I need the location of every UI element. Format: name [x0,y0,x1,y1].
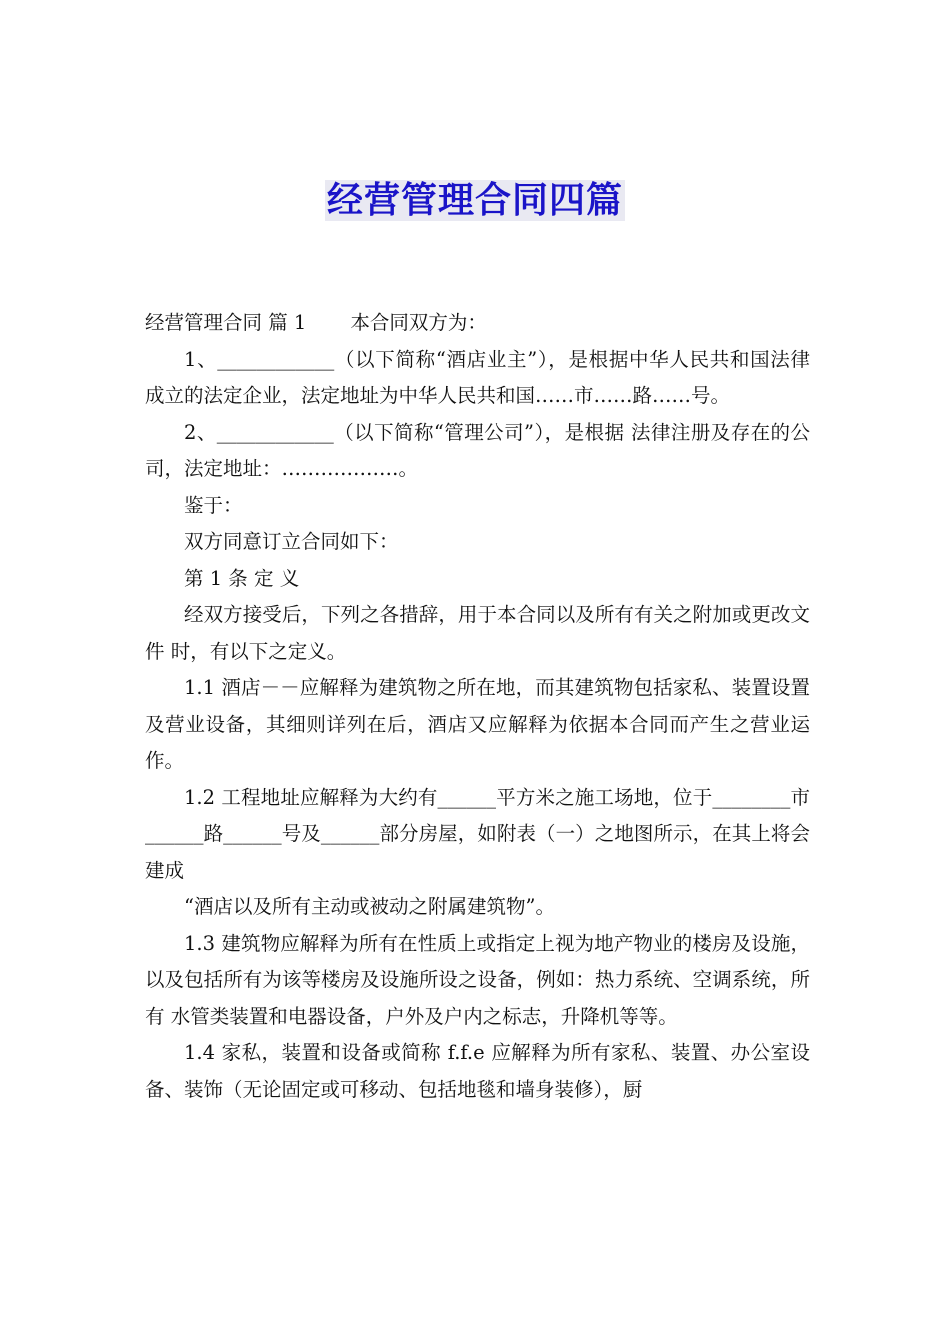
document-title-text: 经营管理合同四篇 [326,180,623,221]
paragraph-party-2: 2、____________（以下简称“管理公司”），是根据 法律注册及存在的公司，法定地址：………………。 [145,420,810,480]
paragraph-1-2: 1.2 工程地址应解释为大约有______平方米之施工场地，位于________市______路______号及______部分房屋，如附表（一）之地图所示，在其上将会建成 [145,785,810,882]
article-1-heading: 第 1 条 定 义 [184,566,300,590]
paragraph-1-3: 1.3 建筑物应解释为所有在性质上或指定上视为地产物业的楼房及设施，以及包括所有为该等楼房及设施所设之设备，例如：热力系统、空调系统，所有 水管类装置和电器设备，户外及户内之标志，升降机等等。 [145,931,810,1028]
paragraph-1-2-cont: “酒店以及所有主动或被动之附属建筑物”。 [184,895,555,918]
paragraph-heading-line [145,305,810,342]
contract-section-label: 经营管理合同 篇 1 [145,311,307,334]
paragraph-definitions-intro: 经双方接受后，下列之各措辞，用于本合同以及所有有关之附加或更改文件 时，有以下之定义。 [145,603,810,663]
paragraph-1-4: 1.4 家私，装置和设备或简称 f.f.e 应解释为所有家私、装置、办公室设备、装饰（无论固定或可移动、包括地毯和墙身装修），厨 [145,1041,810,1101]
document-title [0,178,950,224]
paragraph-party-1: 1、____________（以下简称“酒店业主”），是根据中华人民共和国法律成立的法定企业，法定地址为中华人民共和国……市……路……号。 [145,347,810,407]
parties-intro: 本合同双方为： [350,311,487,334]
paragraph-whereas: 鉴于： [184,493,243,517]
paragraph-agreement: 双方同意订立合同如下： [184,530,399,553]
paragraph-1-1: 1.1 酒店－－应解释为建筑物之所在地，而其建筑物包括家私、装置设置及营业设备，其细则详列在后，酒店又应解释为依据本合同而产生之营业运作。 [145,676,810,772]
document-body [145,305,810,1108]
